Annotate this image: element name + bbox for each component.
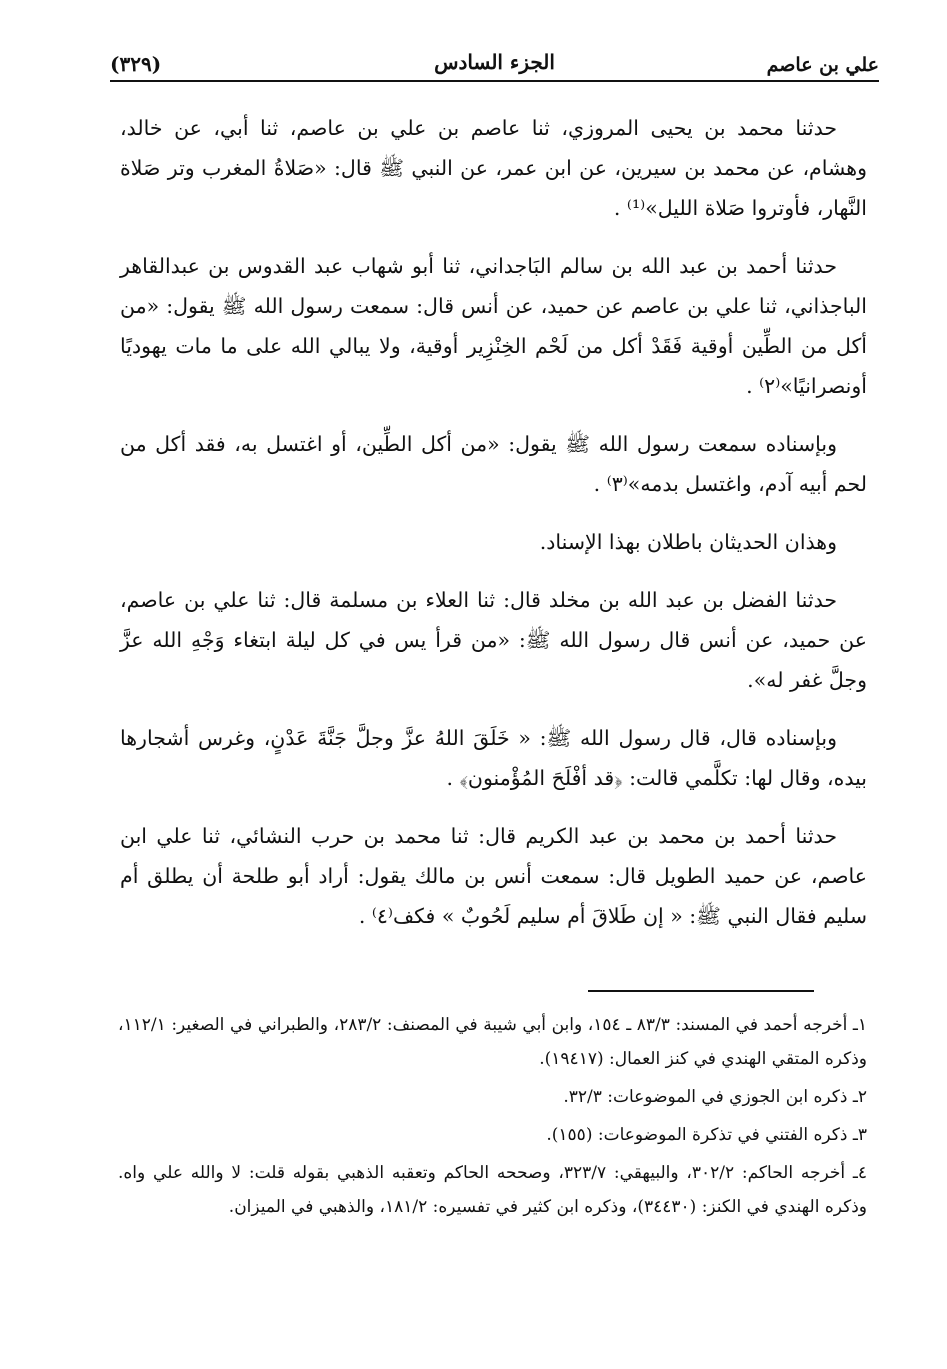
- paragraph-comment: وهذان الحديثان باطلان بهذا الإسناد.: [539, 530, 837, 554]
- running-title: علي بن عاصم: [766, 54, 879, 76]
- paragraph-hadith-2: حدثنا أحمد بن عبد الله بن سالم البَاجداني، ثنا أبو شهاب عبد القدوس بن عبدالقاهر الباجذاني، ثنا علي بن عاصم عن حميد، عن أنس قال: سمعت رسول الله ﷺ يقول: «من أكل من الطِّين أوقية فَقَدْ أكل من لَحْم الخِنْزِير أوقية، ولا يبالي الله على ما مات يهوديًا أونصرانيًا»⁽٢⁾ .: [120, 254, 867, 398]
- volume-label: الجزء السادس: [434, 50, 555, 74]
- footnote-separator: [588, 990, 814, 992]
- footnotes: [118, 1008, 867, 1228]
- paragraph-hadith-5: وبإسناده قال، قال رسول الله ﷺ: « خَلَقَ اللهُ عزَّ وجلَّ جَنَّةَ عَدْنٍ، وغرس أشجارها بيده، وقال لها: تكلَّمي قالت: ﴿قد أفْلَحَ المُؤْمنون﴾ .: [120, 726, 867, 790]
- page-number: (٣٢٩): [110, 52, 162, 76]
- page-header: [110, 38, 879, 82]
- paragraph-hadith-4: حدثنا الفضل بن عبد الله بن مخلد قال: ثنا العلاء بن مسلمة قال: ثنا علي بن عاصم، عن حميد، عن أنس قال رسول الله ﷺ: «من قرأ يس في كل ليلة ابتغاء وَجْهِ الله عزَّ وجلَّ غفر له».: [120, 588, 867, 692]
- footnote-1: ١ـ أخرجه أحمد في المسند: ٨٣/٣ ـ ١٥٤، وابن أبي شيبة في المصنف: ٢٨٣/٢، والطبراني في الصغير: ١١٢/١، وذكره المتقي الهندي في كنز العمال: (١٩٤١٧).: [118, 1015, 867, 1069]
- paragraph-hadith-1: حدثنا محمد بن يحيى المروزي، ثنا عاصم بن علي بن عاصم، ثنا أبي، عن خالد، وهشام، عن محمد بن سيرين، عن ابن عمر، عن النبي ﷺ قال: «صَلاةُ المغرب وتر صَلاة النَّهار، فأوتروا صَلاة الليل»⁽¹⁾ .: [120, 116, 867, 220]
- paragraph-hadith-6: حدثنا أحمد بن محمد بن عبد الكريم قال: ثنا محمد بن حرب النشائي، ثنا علي ابن عاصم، عن حميد الطويل قال: سمعت أنس بن مالك يقول: أراد أبو طلحة أن يطلق أم سليم فقال النبي ﷺ: « إن طَلاقَ أم سليم لَحُوبٌ » فكف⁽٤⁾ .: [120, 824, 867, 928]
- footnote-4: ٤ـ أخرجه الحاكم: ٣٠٢/٢، والبيهقي: ٣٢٣/٧، وصححه الحاكم وتعقبه الذهبي بقوله قلت: لا والله علي واه. وذكره الهندي في الكنز: (٣٤٤٣٠)، وذكره ابن كثير في تفسيره: ١٨١/٢، والذهبي في الميزان.: [118, 1163, 867, 1217]
- main-text: [120, 108, 867, 954]
- footnote-3: ٣ـ ذكره الفتني في تذكرة الموضوعات: (١٥٥).: [546, 1125, 867, 1145]
- footnote-2: ٢ـ ذكره ابن الجوزي في الموضوعات: ٣٢/٣.: [563, 1087, 867, 1107]
- paragraph-hadith-3: وبإسناده سمعت رسول الله ﷺ يقول: «من أكل الطِّين، أو اغتسل به، فقد أكل من لحم أبيه آدم، واغتسل بدمه»⁽٣⁾ .: [120, 432, 867, 496]
